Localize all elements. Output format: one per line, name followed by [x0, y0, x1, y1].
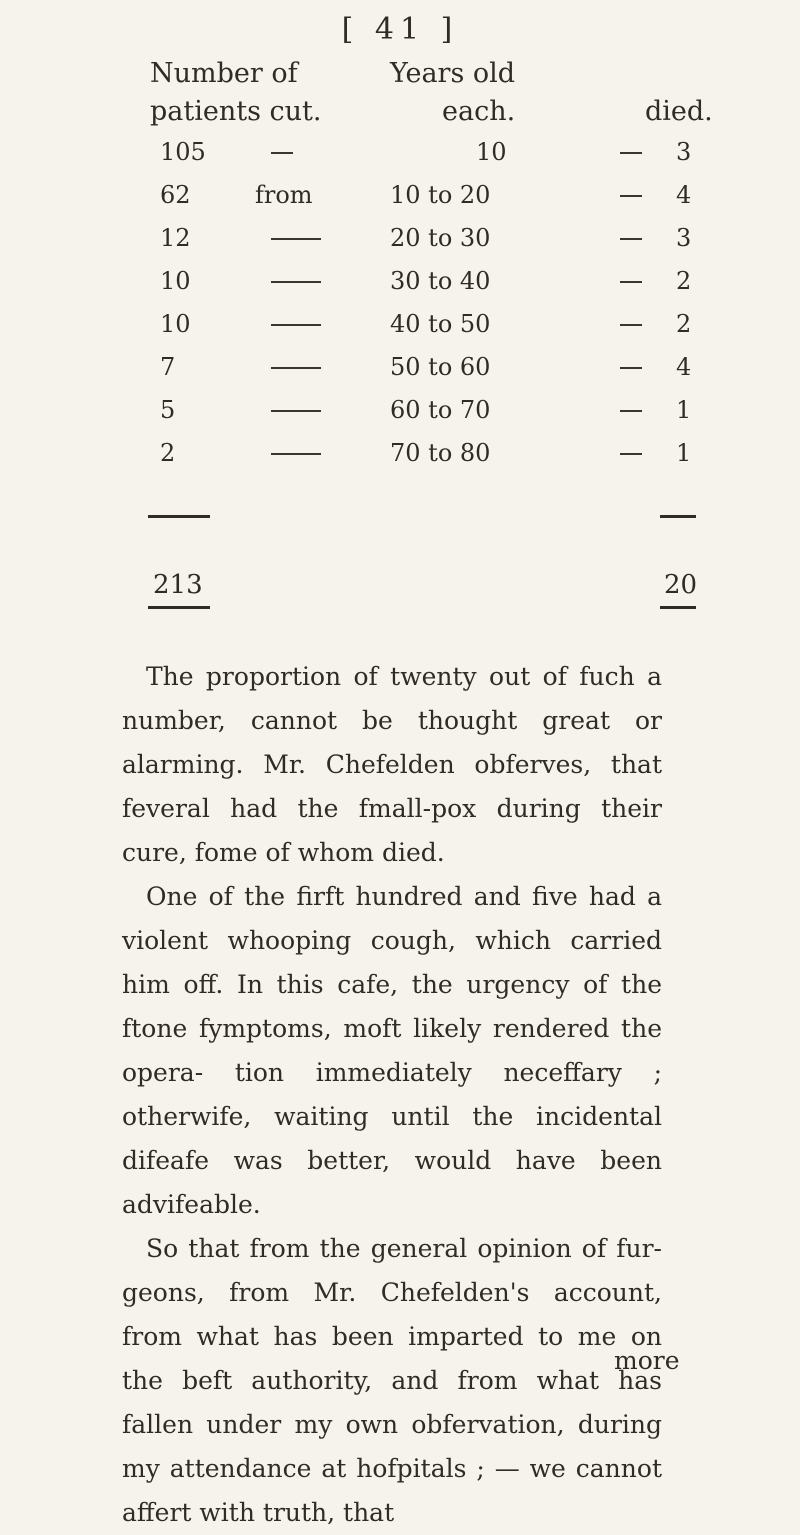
- row-count: 62: [160, 181, 191, 209]
- sum-rule-bottom-right: [660, 606, 696, 609]
- table-row: [0, 218, 800, 258]
- dash: [620, 324, 642, 326]
- row-count: 10: [160, 267, 191, 295]
- row-count: 10: [160, 310, 191, 338]
- dash: [271, 324, 321, 326]
- row-died: 3: [676, 138, 692, 166]
- header-years-line1: Years old: [390, 58, 516, 89]
- row-died: 3: [676, 224, 692, 252]
- row-count: 7: [160, 353, 176, 381]
- dash: [271, 238, 321, 240]
- row-years: 40 to 50: [390, 310, 491, 338]
- paragraph-2: One of the firft hundred and five had a violent whooping cough, which carried him off. In this cafe, the urgency of the ftone fymptoms, moft likely rendered the opera- tion immediately neceffary ; otherwife, waiting until the incidental difeafe was better, would have been advifeable.: [122, 882, 662, 1219]
- row-count: 5: [160, 396, 176, 424]
- dash: [620, 281, 642, 283]
- row-count: 105: [160, 138, 206, 166]
- row-died: 1: [676, 439, 692, 467]
- header-years-line2: each.: [442, 96, 516, 127]
- body-text: [122, 655, 662, 1535]
- row-years: 30 to 40: [390, 267, 491, 295]
- header-count-line1: Number of: [150, 58, 298, 89]
- table-row: [0, 433, 800, 473]
- row-years: 10 to 20: [390, 181, 491, 209]
- dash: [620, 367, 642, 369]
- dash: [620, 195, 642, 197]
- dash: [620, 453, 642, 455]
- table-row: [0, 304, 800, 344]
- paragraph-1: The proportion of twenty out of fuch a number, cannot be thought great or alarming. Mr. Chefelden obferves, that feveral had the fmall-pox during their cure, fome of whom died.: [122, 662, 662, 867]
- sum-rule-bottom-left: [148, 606, 210, 609]
- page-number: [ 41 ]: [341, 12, 459, 47]
- paragraph-3: So that from the general opinion of fur- geons, from Mr. Chefelden's account, from what has been imparted to me on the beft authority, and from what has fallen under my own obfervation, during my attendance at hofpitals ; — we cannot affert with truth, that: [122, 1234, 662, 1527]
- header-count-line2: patients cut.: [150, 96, 322, 127]
- dash: [271, 367, 321, 369]
- row-died: 2: [676, 310, 692, 338]
- table-row: [0, 261, 800, 301]
- row-died: 4: [676, 181, 692, 209]
- row-count: 2: [160, 439, 176, 467]
- row-died: 4: [676, 353, 692, 381]
- row-years: 50 to 60: [390, 353, 491, 381]
- table-row: [0, 175, 800, 215]
- sum-rule-top-left: [148, 515, 210, 518]
- table-row: [0, 347, 800, 387]
- total-patients: 213: [153, 570, 203, 600]
- table-row: [0, 390, 800, 430]
- row-died: 1: [676, 396, 692, 424]
- dash: [271, 152, 293, 154]
- dash: [620, 152, 642, 154]
- dash: [271, 281, 321, 283]
- dash: [271, 453, 321, 455]
- row-years: 20 to 30: [390, 224, 491, 252]
- row-years: 70 to 80: [390, 439, 491, 467]
- table-row: [0, 132, 800, 172]
- sum-rule-top-right: [660, 515, 696, 518]
- row-years: 60 to 70: [390, 396, 491, 424]
- header-died: died.: [645, 96, 713, 127]
- row-from: from: [255, 181, 313, 209]
- dash: [620, 238, 642, 240]
- row-count: 12: [160, 224, 191, 252]
- row-died: 2: [676, 267, 692, 295]
- dash: [271, 410, 321, 412]
- total-died: 20: [664, 570, 698, 600]
- catchword: more: [614, 1346, 680, 1375]
- dash: [620, 410, 642, 412]
- row-years: 10: [476, 138, 507, 166]
